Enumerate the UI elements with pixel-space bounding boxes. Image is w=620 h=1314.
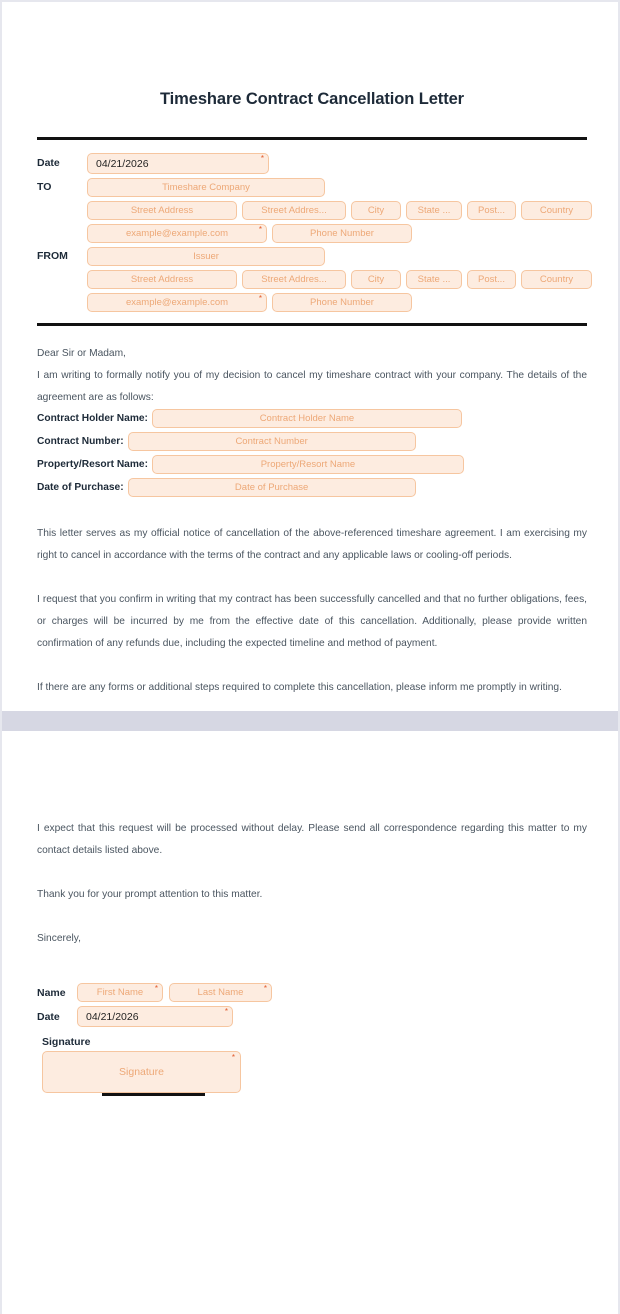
to-company-fields (87, 178, 325, 197)
to-country-input[interactable]: Country (521, 201, 592, 220)
required-asterisk: * (224, 1007, 228, 1016)
from-issuer-input[interactable]: Issuer (87, 247, 325, 266)
to-postal-code-input[interactable]: Post... (467, 201, 516, 220)
header-divider-top (37, 137, 587, 140)
detail-row (37, 478, 587, 497)
paragraph-1: This letter serves as my official notice of cancellation of the above-referenced timeshare agreement. I am exercising my right to cancel in accordance with the terms of the contract and any applicable laws or cooling-off periods. (37, 528, 587, 561)
required-asterisk: * (231, 1053, 235, 1062)
from-postal-code-input[interactable]: Post... (467, 270, 516, 289)
date-fields (87, 153, 269, 174)
to-company-input[interactable]: Timeshare Company (87, 178, 325, 197)
date-of-purchase-label: Date of Purchase: (37, 482, 124, 493)
to-address-row (37, 201, 587, 220)
paragraph-4: I expect that this request will be processed without delay. Please send all correspondence regarding this matter to my contact details listed above. (37, 823, 587, 856)
from-contact-row (37, 293, 587, 312)
signature-block (37, 983, 587, 1093)
from-address-fields (87, 270, 592, 289)
paragraph-spacer (37, 862, 587, 884)
paragraph-spacer (37, 655, 587, 677)
from-street-address-2-input[interactable]: Street Addres... (242, 270, 346, 289)
to-contact-fields (87, 224, 412, 243)
from-address-row (37, 270, 587, 289)
to-contact-row (37, 224, 587, 243)
required-asterisk: * (258, 294, 262, 303)
from-issuer-row (37, 247, 587, 266)
signature-placeholder: Signature (119, 1066, 164, 1078)
from-street-address-input[interactable]: Street Address (87, 270, 237, 289)
from-state-input[interactable]: State ... (406, 270, 462, 289)
property-resort-name-input[interactable]: Property/Resort Name (152, 455, 464, 474)
to-email-placeholder: example@example.com (125, 228, 229, 239)
contract-number-input[interactable]: Contract Number (128, 432, 416, 451)
paragraph-spacer (37, 567, 587, 589)
salutation: Dear Sir or Madam, (37, 348, 126, 359)
to-city-input[interactable]: City (351, 201, 401, 220)
to-email-input[interactable] (87, 224, 267, 243)
to-street-address-2-input[interactable]: Street Addres... (242, 201, 346, 220)
contract-number-label: Contract Number: (37, 436, 124, 447)
date-value: 04/21/2026 (96, 157, 149, 170)
signature-input[interactable] (42, 1051, 241, 1093)
from-country-input[interactable]: Country (521, 270, 592, 289)
detail-row (37, 432, 587, 451)
paragraph-5: Thank you for your prompt attention to this matter. (37, 889, 263, 900)
last-name-input[interactable] (169, 983, 272, 1002)
header-divider-bottom (37, 323, 587, 326)
from-email-input[interactable] (87, 293, 267, 312)
to-address-fields (87, 201, 592, 220)
signature-underline (102, 1093, 205, 1096)
paragraph-spacer (37, 501, 587, 523)
name-row (37, 983, 587, 1002)
from-phone-input[interactable]: Phone Number (272, 293, 412, 312)
paragraph-spacer (37, 906, 587, 928)
to-street-address-input[interactable]: Street Address (87, 201, 237, 220)
required-asterisk: * (260, 154, 264, 163)
paragraph-3: If there are any forms or additional steps required to complete this cancellation, please inform me promptly in writing. (37, 682, 562, 693)
to-state-input[interactable]: State ... (406, 201, 462, 220)
required-asterisk: * (258, 225, 262, 234)
contract-holder-name-input[interactable]: Contract Holder Name (152, 409, 462, 428)
from-contact-fields (87, 293, 412, 312)
to-company-row (37, 178, 587, 197)
to-phone-input[interactable]: Phone Number (272, 224, 412, 243)
detail-row (37, 455, 587, 474)
required-asterisk: * (154, 984, 158, 993)
property-resort-name-label: Property/Resort Name: (37, 459, 148, 470)
document-page-2 (2, 733, 620, 1093)
from-city-input[interactable]: City (351, 270, 401, 289)
from-label: FROM (37, 250, 68, 263)
contract-holder-name-label: Contract Holder Name: (37, 413, 148, 424)
last-name-placeholder: Last Name (197, 987, 244, 998)
date-label: Date (37, 157, 60, 170)
signature-box-holder (42, 1051, 241, 1093)
first-name-placeholder: First Name (96, 987, 144, 998)
signature-date-row (37, 1006, 587, 1027)
date-row (37, 153, 587, 174)
signature-date-label: Date (37, 1010, 60, 1023)
intro-paragraph: I am writing to formally notify you of my decision to cancel my timeshare contract with your company. The details of the agreement are as follows: (37, 370, 587, 403)
paragraph-2: I request that you confirm in writing that my contract has been successfully cancelled and that no further obligations, fees, or charges will be incurred by me from the effective date of this cancellation. Additionally, please provide written confirmation of any refunds due, including the expected timeline and method of payment. (37, 594, 587, 649)
signature-date-input[interactable] (77, 1006, 233, 1027)
page-break-separator (2, 709, 618, 733)
document-page-1 (2, 2, 620, 709)
from-issuer-fields (87, 247, 325, 266)
date-input[interactable] (87, 153, 269, 174)
date-of-purchase-input[interactable]: Date of Purchase (128, 478, 416, 497)
to-label: TO (37, 181, 52, 194)
from-email-placeholder: example@example.com (125, 297, 229, 308)
detail-row (37, 409, 587, 428)
address-block (37, 153, 587, 312)
signature-heading: Signature (42, 1036, 91, 1048)
closing: Sincerely, (37, 933, 81, 944)
name-label: Name (37, 986, 66, 999)
required-asterisk: * (263, 984, 267, 993)
page-title: Timeshare Contract Cancellation Letter (160, 90, 464, 108)
first-name-input[interactable] (77, 983, 163, 1002)
signature-date-value: 04/21/2026 (86, 1010, 139, 1023)
